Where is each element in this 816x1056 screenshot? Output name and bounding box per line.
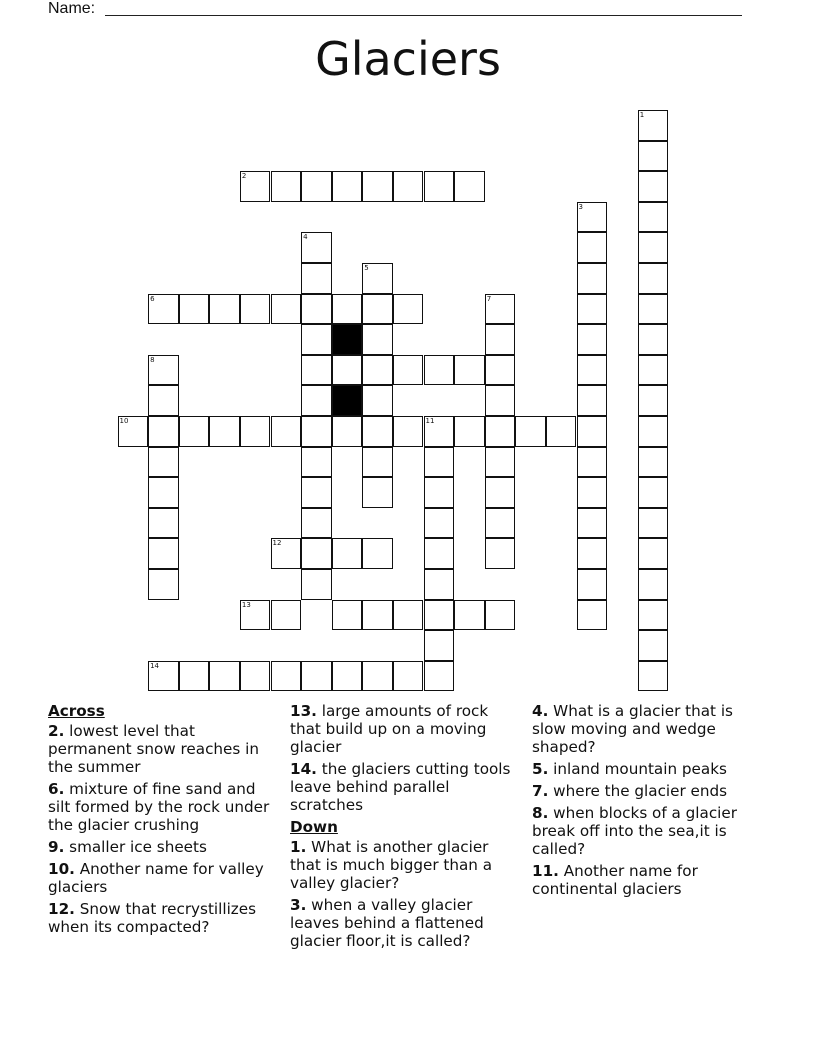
grid-cell[interactable] [332, 600, 363, 631]
grid-cell[interactable] [485, 447, 516, 478]
grid-cell[interactable] [332, 416, 363, 447]
grid-cell[interactable] [638, 661, 669, 692]
grid-cell[interactable] [301, 538, 332, 569]
grid-cell[interactable] [546, 416, 577, 447]
grid-cell[interactable] [454, 416, 485, 447]
grid-cell[interactable] [424, 630, 455, 661]
clue-column-2 [290, 702, 522, 954]
grid-cell[interactable] [271, 538, 302, 569]
clue-number: 4 [303, 233, 308, 242]
grid-cell[interactable] [301, 294, 332, 325]
grid-cell[interactable] [301, 232, 332, 263]
grid-cell[interactable] [485, 600, 516, 631]
grid-cell[interactable] [577, 355, 608, 386]
grid-cell[interactable] [271, 416, 302, 447]
grid-cell[interactable] [332, 538, 363, 569]
grid-cell[interactable] [515, 416, 546, 447]
clue-down-1: 1. What is another glacier that is much bigger than a valley glacier? [290, 838, 493, 892]
grid-cell[interactable] [332, 171, 363, 202]
clue-down-4: 4. What is a glacier that is slow moving and wedge shaped? [532, 702, 733, 756]
grid-cell[interactable] [209, 294, 240, 325]
grid-cell[interactable] [240, 416, 271, 447]
grid-cell[interactable] [638, 600, 669, 631]
grid-cell[interactable] [332, 294, 363, 325]
grid-cell[interactable] [301, 447, 332, 478]
grid-cell[interactable] [240, 600, 271, 631]
clue-across-2: 2. lowest level that permanent snow reaches in the summer [48, 722, 259, 776]
clue-number: 11 [425, 417, 435, 425]
clue-down-5: 5. inland mountain peaks [532, 760, 727, 778]
clue-across-12: 12. Snow that recrystillizes when its compacted? [48, 900, 257, 936]
grid-cell[interactable] [638, 141, 669, 172]
grid-cell[interactable] [577, 416, 608, 447]
grid-cell[interactable] [301, 508, 332, 539]
grid-cell[interactable] [424, 171, 455, 202]
clue-number: 12 [272, 539, 282, 548]
grid-cell[interactable] [362, 263, 393, 294]
clue-number: 1 [639, 111, 645, 119]
clue-across-10: 10. Another name for valley glaciers [48, 860, 264, 896]
down-heading: Down [290, 818, 338, 836]
grid-cell[interactable] [485, 538, 516, 569]
grid-cell[interactable] [301, 171, 332, 202]
grid-cell[interactable] [148, 447, 179, 478]
grid-black-cell [332, 385, 363, 416]
grid-cell[interactable] [271, 600, 302, 631]
grid-cell[interactable] [301, 661, 332, 692]
grid-cell[interactable] [362, 661, 393, 692]
name-label: Name: [48, 0, 96, 17]
grid-cell[interactable] [485, 324, 516, 355]
grid-cell[interactable] [454, 600, 485, 631]
grid-cell[interactable] [362, 477, 393, 508]
grid-cell[interactable] [577, 508, 608, 539]
grid-cell[interactable] [240, 661, 271, 692]
grid-black-cell [332, 324, 363, 355]
clue-down-11: 11. Another name for continental glaciers [532, 862, 698, 898]
grid-cell[interactable] [424, 477, 455, 508]
grid-cell[interactable] [271, 294, 302, 325]
grid-cell[interactable] [362, 600, 393, 631]
clue-number: 7 [486, 294, 492, 303]
grid-cell[interactable] [577, 600, 608, 631]
grid-cell[interactable] [638, 538, 669, 569]
grid-cell[interactable] [577, 447, 608, 478]
grid-cell[interactable] [393, 171, 424, 202]
grid-cell[interactable] [424, 661, 455, 692]
grid-cell[interactable] [638, 355, 669, 386]
grid-cell[interactable] [301, 416, 332, 447]
grid-cell[interactable] [638, 447, 669, 478]
clue-number: 5 [364, 264, 369, 272]
grid-cell[interactable] [362, 355, 393, 386]
grid-cell[interactable] [271, 171, 302, 202]
clue-number: 6 [150, 294, 155, 303]
grid-cell[interactable] [301, 324, 332, 355]
clue-column-3 [532, 702, 764, 902]
grid-cell[interactable] [638, 324, 669, 355]
grid-cell[interactable] [638, 569, 669, 600]
grid-cell[interactable] [424, 355, 455, 386]
grid-cell[interactable] [148, 355, 179, 386]
grid-cell[interactable] [148, 538, 179, 569]
clue-down-3: 3. when a valley glacier leaves behind a flattened glacier floor,it is called? [290, 896, 484, 950]
grid-cell[interactable] [148, 508, 179, 539]
grid-cell[interactable] [577, 477, 608, 508]
grid-cell[interactable] [424, 447, 455, 478]
grid-cell[interactable] [393, 294, 424, 325]
grid-cell[interactable] [424, 600, 455, 631]
grid-cell[interactable] [577, 294, 608, 325]
grid-cell[interactable] [577, 232, 608, 263]
grid-cell[interactable] [638, 232, 669, 263]
grid-cell[interactable] [362, 385, 393, 416]
grid-cell[interactable] [485, 355, 516, 386]
grid-cell[interactable] [271, 661, 302, 692]
grid-cell[interactable] [393, 661, 424, 692]
grid-cell[interactable] [577, 385, 608, 416]
clue-number: 13 [241, 600, 251, 609]
grid-cell[interactable] [638, 385, 669, 416]
grid-cell[interactable] [148, 661, 179, 692]
clue-number: 3 [578, 202, 583, 211]
grid-cell[interactable] [638, 416, 669, 447]
clue-down-8: 8. when blocks of a glacier break off into the sea,it is called? [532, 804, 737, 858]
grid-cell[interactable] [485, 508, 516, 539]
clue-number: 10 [119, 417, 129, 425]
grid-cell[interactable] [485, 477, 516, 508]
grid-cell[interactable] [301, 385, 332, 416]
grid-cell[interactable] [638, 477, 669, 508]
page-title: Glaciers [315, 32, 501, 86]
grid-cell[interactable] [362, 447, 393, 478]
grid-cell[interactable] [362, 416, 393, 447]
grid-cell[interactable] [424, 416, 455, 447]
grid-cell[interactable] [362, 324, 393, 355]
grid-cell[interactable] [638, 171, 669, 202]
clue-down-7: 7. where the glacier ends [532, 782, 728, 800]
grid-cell[interactable] [209, 661, 240, 692]
grid-cell[interactable] [332, 355, 363, 386]
grid-cell[interactable] [301, 569, 332, 600]
clue-across-13: 13. large amounts of rock that build up on a moving glacier [290, 702, 489, 756]
grid-cell[interactable] [638, 294, 669, 325]
grid-cell[interactable] [485, 385, 516, 416]
clue-across-14: 14. the glaciers cutting tools leave behind parallel scratches [290, 760, 511, 814]
clue-across-9: 9. smaller ice sheets [48, 838, 207, 856]
grid-cell[interactable] [638, 110, 669, 141]
grid-cell[interactable] [362, 294, 393, 325]
grid-cell[interactable] [179, 661, 210, 692]
grid-cell[interactable] [148, 416, 179, 447]
grid-cell[interactable] [577, 263, 608, 294]
grid-cell[interactable] [362, 538, 393, 569]
grid-cell[interactable] [424, 508, 455, 539]
grid-cell[interactable] [148, 477, 179, 508]
grid-cell[interactable] [393, 600, 424, 631]
grid-cell[interactable] [638, 263, 669, 294]
grid-cell[interactable] [118, 416, 149, 447]
grid-cell[interactable] [485, 294, 516, 325]
grid-cell[interactable] [393, 355, 424, 386]
clue-number: 14 [150, 661, 160, 670]
grid-cell[interactable] [577, 569, 608, 600]
grid-cell[interactable] [393, 416, 424, 447]
grid-cell[interactable] [301, 477, 332, 508]
grid-cell[interactable] [179, 294, 210, 325]
grid-cell[interactable] [332, 661, 363, 692]
grid-cell[interactable] [638, 202, 669, 233]
grid-cell[interactable] [454, 171, 485, 202]
grid-cell[interactable] [424, 538, 455, 569]
grid-cell[interactable] [638, 508, 669, 539]
grid-cell[interactable] [240, 171, 271, 202]
grid-cell[interactable] [301, 263, 332, 294]
clue-column-1 [48, 702, 280, 940]
grid-cell[interactable] [148, 385, 179, 416]
grid-cell[interactable] [577, 202, 608, 233]
grid-cell[interactable] [577, 324, 608, 355]
grid-cell[interactable] [301, 355, 332, 386]
grid-cell[interactable] [240, 294, 271, 325]
grid-cell[interactable] [209, 416, 240, 447]
grid-cell[interactable] [638, 630, 669, 661]
grid-cell[interactable] [424, 569, 455, 600]
grid-cell[interactable] [148, 294, 179, 325]
grid-cell[interactable] [454, 355, 485, 386]
grid-cell[interactable] [577, 538, 608, 569]
clue-across-6: 6. mixture of fine sand and silt formed by the rock under the glacier crushing [48, 780, 270, 834]
grid-cell[interactable] [362, 171, 393, 202]
grid-cell[interactable] [485, 416, 516, 447]
grid-cell[interactable] [179, 416, 210, 447]
across-heading: Across [48, 702, 105, 720]
clue-number: 2 [241, 172, 247, 181]
grid-cell[interactable] [148, 569, 179, 600]
clue-number: 8 [150, 355, 155, 364]
